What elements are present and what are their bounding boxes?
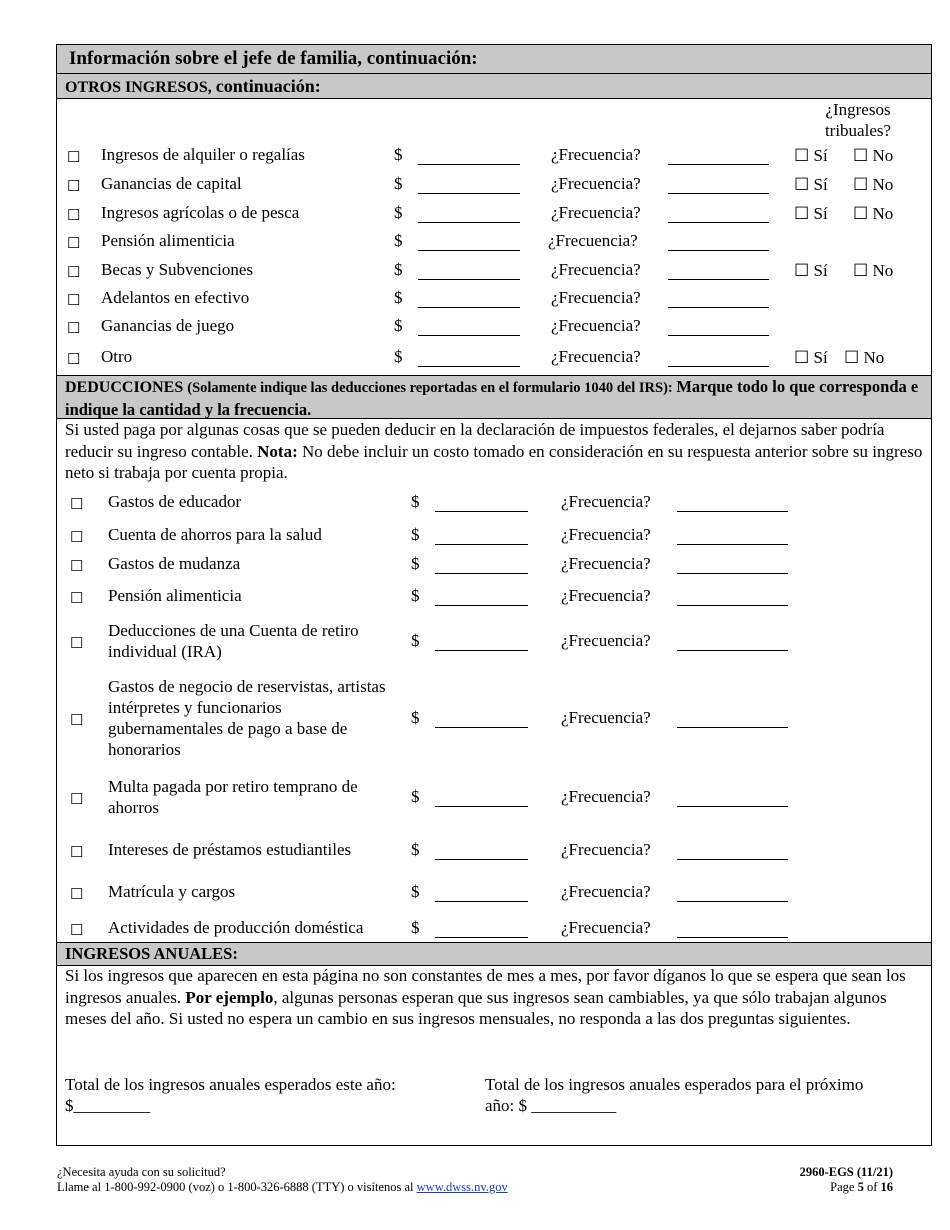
amount-field[interactable] — [418, 279, 520, 280]
frequency-label: ¿Frecuencia? — [561, 917, 651, 937]
amount-field[interactable] — [418, 250, 520, 251]
tribal-no-checkbox[interactable]: ☐ No — [853, 146, 894, 165]
income-checkbox[interactable]: ☐ — [67, 352, 81, 368]
deduction-label: Gastos de negocio de reservistas, artistas intérpretes y funcionarios gubernamentales de pago a base de honorarios — [108, 677, 386, 759]
section-header-ingresos-anuales: INGRESOS ANUALES: — [57, 942, 931, 966]
amount-field[interactable] — [418, 193, 520, 194]
frequency-field[interactable] — [677, 727, 788, 728]
frequency-field[interactable] — [677, 859, 788, 860]
frequency-label: ¿Frecuencia? — [561, 708, 651, 727]
annual-income-next-year[interactable] — [485, 1074, 863, 1116]
tribal-yes-checkbox[interactable]: ☐ Sí — [794, 348, 828, 367]
q2-amount-field[interactable]: año: $ __________ — [485, 1096, 617, 1115]
frequency-field[interactable] — [668, 279, 769, 280]
deduction-checkbox[interactable]: ☐ — [70, 922, 84, 939]
frequency-field[interactable] — [677, 605, 788, 606]
section-header-otros-ingresos — [57, 73, 931, 99]
income-checkbox[interactable]: ☐ — [67, 236, 81, 252]
deduction-label: Gastos de mudanza — [108, 554, 241, 573]
amount-field[interactable] — [435, 544, 528, 545]
tribal-no-checkbox[interactable]: ☐ No — [844, 348, 885, 367]
frequency-label: ¿Frecuencia? — [561, 491, 651, 511]
dollar-sign: $ — [411, 881, 420, 901]
deducciones-note: (Solamente indique las deducciones reportadas en el formulario 1040 del IRS): — [187, 380, 677, 396]
tribal-yes-checkbox[interactable]: ☐ Sí — [794, 261, 828, 280]
deduction-checkbox[interactable]: ☐ — [70, 792, 84, 808]
frequency-field[interactable] — [677, 511, 788, 512]
dollar-sign: $ — [394, 316, 403, 335]
dollar-sign: $ — [394, 203, 403, 222]
deduction-checkbox[interactable]: ☐ — [70, 496, 84, 513]
amount-field[interactable] — [435, 859, 528, 860]
intro-nota: Nota: — [257, 441, 298, 461]
frequency-field[interactable] — [668, 164, 769, 165]
frequency-label: ¿Frecuencia? — [551, 174, 641, 193]
frequency-label: ¿Frecuencia? — [551, 316, 641, 335]
dollar-sign: $ — [394, 288, 403, 307]
deduction-checkbox[interactable]: ☐ — [70, 558, 84, 575]
frequency-label: ¿Frecuencia? — [561, 839, 651, 859]
frequency-label: ¿Frecuencia? — [561, 585, 651, 605]
deduction-label: Pensión alimenticia — [108, 586, 242, 605]
help-phone: Llame al 1-800-992-0900 (voz) o 1-800-326-6888 (TTY) o visítenos al — [57, 1180, 417, 1194]
page-title: Información sobre el jefe de familia, continuación: — [57, 45, 931, 74]
deduction-checkbox[interactable]: ☐ — [70, 713, 84, 729]
frequency-field[interactable] — [668, 366, 769, 367]
amount-field[interactable] — [435, 806, 528, 807]
frequency-field[interactable] — [668, 250, 769, 251]
amount-field[interactable] — [418, 366, 520, 367]
deduction-checkbox[interactable]: ☐ — [70, 529, 84, 546]
tribal-no-checkbox[interactable]: ☐ No — [853, 204, 894, 223]
dollar-sign: $ — [394, 347, 403, 366]
frequency-field[interactable] — [677, 544, 788, 545]
income-checkbox[interactable]: ☐ — [67, 208, 81, 224]
amount-field[interactable] — [418, 222, 520, 223]
q1-label: Total de los ingresos anuales esperados este año: — [65, 1075, 396, 1094]
income-checkbox[interactable]: ☐ — [67, 293, 81, 309]
amount-field[interactable] — [435, 937, 528, 938]
tribal-header-line1: ¿Ingresos — [825, 100, 891, 119]
dollar-sign: $ — [394, 231, 403, 250]
income-checkbox[interactable]: ☐ — [67, 179, 81, 195]
deduction-label: Deducciones de una Cuenta de retiro individual (IRA) — [108, 621, 359, 661]
frequency-field[interactable] — [677, 650, 788, 651]
deduction-checkbox[interactable]: ☐ — [70, 886, 84, 903]
frequency-label: ¿Frecuencia? — [561, 787, 651, 806]
dollar-sign: $ — [394, 174, 403, 193]
deducciones-intro — [65, 419, 923, 484]
deduction-checkbox[interactable]: ☐ — [70, 636, 84, 652]
amount-field[interactable] — [435, 650, 528, 651]
deducciones-instruction: Marque todo lo que corresponda e indique la cantidad y la frecuencia. — [65, 377, 919, 419]
dollar-sign: $ — [411, 585, 420, 605]
anual-text: Si los ingresos que aparecen en esta página no son constantes de mes a mes, por favor díganos lo que se espera que sean los ingresos anuales. — [65, 966, 906, 1007]
frequency-field[interactable] — [677, 573, 788, 574]
amount-field[interactable] — [418, 335, 520, 336]
amount-field[interactable] — [435, 573, 528, 574]
website-link[interactable]: www.dwss.nv.gov — [416, 1180, 508, 1194]
help-question: ¿Necesita ayuda con su solicitud? — [57, 1165, 226, 1179]
page-total: 16 — [880, 1180, 893, 1194]
tribal-income-header — [799, 99, 917, 141]
frequency-label: ¿Frecuencia? — [561, 881, 651, 901]
frequency-field[interactable] — [677, 937, 788, 938]
dollar-sign: $ — [411, 631, 420, 650]
income-label: Otro — [101, 347, 133, 366]
deduction-label: Intereses de préstamos estudiantiles — [108, 840, 352, 859]
intro-text: Si usted paga por algunas cosas que se pueden deducir en la declaración de impuestos federales, el dejarnos saber podría reducir su ingreso contable. — [65, 420, 885, 461]
annual-income-this-year[interactable] — [65, 1074, 396, 1116]
frequency-label: ¿Frecuencia? — [551, 347, 641, 366]
income-checkbox[interactable]: ☐ — [67, 265, 81, 281]
income-label: Ganancias de capital — [101, 174, 242, 193]
q2-label: Total de los ingresos anuales esperados para el próximo — [485, 1075, 864, 1094]
page-of: of — [863, 1180, 881, 1194]
form-frame — [56, 44, 932, 1146]
frequency-field[interactable] — [668, 307, 769, 308]
dollar-sign: $ — [411, 491, 420, 511]
footer-help — [57, 1165, 508, 1195]
frequency-label: ¿Frecuencia? — [551, 288, 641, 307]
dollar-sign: $ — [394, 145, 403, 164]
dollar-sign: $ — [411, 917, 420, 937]
frequency-label: ¿Frecuencia? — [561, 631, 651, 650]
deduction-checkbox[interactable]: ☐ — [70, 590, 84, 607]
frequency-field[interactable] — [668, 335, 769, 336]
income-label: Ingresos de alquiler o regalías — [101, 145, 305, 164]
frequency-label: ¿Frecuencia? — [561, 553, 651, 573]
amount-field[interactable] — [418, 307, 520, 308]
tribal-yes-checkbox[interactable]: ☐ Sí — [794, 175, 828, 194]
frequency-field[interactable] — [668, 222, 769, 223]
section-title-cont: continuación: — [215, 76, 321, 96]
amount-field[interactable] — [418, 164, 520, 165]
q1-amount-field[interactable]: $_________ — [65, 1096, 150, 1115]
deduction-label: Matrícula y cargos — [108, 882, 236, 901]
intro-text-2: No debe incluir un costo tomado en consideración en su respuesta anterior sobre su ingreso neto si trabaja por cuenta propia. — [65, 441, 923, 482]
dollar-sign: $ — [411, 787, 420, 806]
deduction-checkbox[interactable]: ☐ — [70, 844, 84, 861]
frequency-field[interactable] — [677, 806, 788, 807]
frequency-field[interactable] — [668, 193, 769, 194]
amount-field[interactable] — [435, 605, 528, 606]
amount-field[interactable] — [435, 727, 528, 728]
income-checkbox[interactable]: ☐ — [67, 321, 81, 337]
frequency-field[interactable] — [677, 901, 788, 902]
frequency-label: ¿Frecuencia? — [551, 145, 641, 164]
deducciones-title: DEDUCCIONES — [65, 379, 188, 396]
tribal-header-line2: tribuales? — [824, 121, 892, 140]
income-label: Ganancias de juego — [101, 316, 235, 335]
deduction-label: Gastos de educador — [108, 492, 242, 511]
income-label: Becas y Subvenciones — [101, 260, 254, 279]
dollar-sign: $ — [411, 524, 420, 544]
income-label: Adelantos en efectivo — [101, 288, 250, 307]
dollar-sign: $ — [411, 708, 420, 727]
tribal-no-checkbox[interactable]: ☐ No — [853, 175, 894, 194]
tribal-yes-checkbox[interactable]: ☐ Sí — [794, 146, 828, 165]
income-label: Ingresos agrícolas o de pesca — [101, 203, 300, 222]
amount-field[interactable] — [435, 511, 528, 512]
ingresos-anuales-text — [65, 965, 923, 1030]
deduction-label: Multa pagada por retiro temprano de ahorros — [108, 777, 358, 817]
dollar-sign: $ — [394, 260, 403, 279]
income-label: Pensión alimenticia — [101, 231, 235, 250]
anual-example: Por ejemplo — [185, 987, 274, 1007]
anual-text-2: , algunas personas esperan que sus ingresos sean cambiables, ya que sólo trabajan algunos meses del año. Si usted no espera un cambio en sus ingresos mensuales, no responda a las dos preguntas siguientes. — [65, 987, 887, 1028]
deduction-label: Actividades de producción doméstica — [108, 918, 364, 937]
section-title: OTROS INGRESOS, — [65, 79, 216, 96]
dollar-sign: $ — [411, 839, 420, 859]
footer-form-info — [800, 1165, 893, 1195]
section-header-deducciones — [57, 375, 931, 419]
frequency-label: ¿Frecuencia? — [548, 231, 638, 250]
tribal-yes-checkbox[interactable]: ☐ Sí — [794, 204, 828, 223]
form-id: 2960-EGS (11/21) — [799, 1165, 893, 1179]
tribal-no-checkbox[interactable]: ☐ No — [853, 261, 894, 280]
frequency-label: ¿Frecuencia? — [551, 203, 641, 222]
page-label: Page — [830, 1180, 858, 1194]
deduction-label: Cuenta de ahorros para la salud — [108, 525, 322, 544]
amount-field[interactable] — [435, 901, 528, 902]
frequency-label: ¿Frecuencia? — [551, 260, 641, 279]
page-number: 5 — [857, 1180, 864, 1194]
income-checkbox[interactable]: ☐ — [67, 150, 81, 166]
dollar-sign: $ — [411, 553, 420, 573]
frequency-label: ¿Frecuencia? — [561, 524, 651, 544]
